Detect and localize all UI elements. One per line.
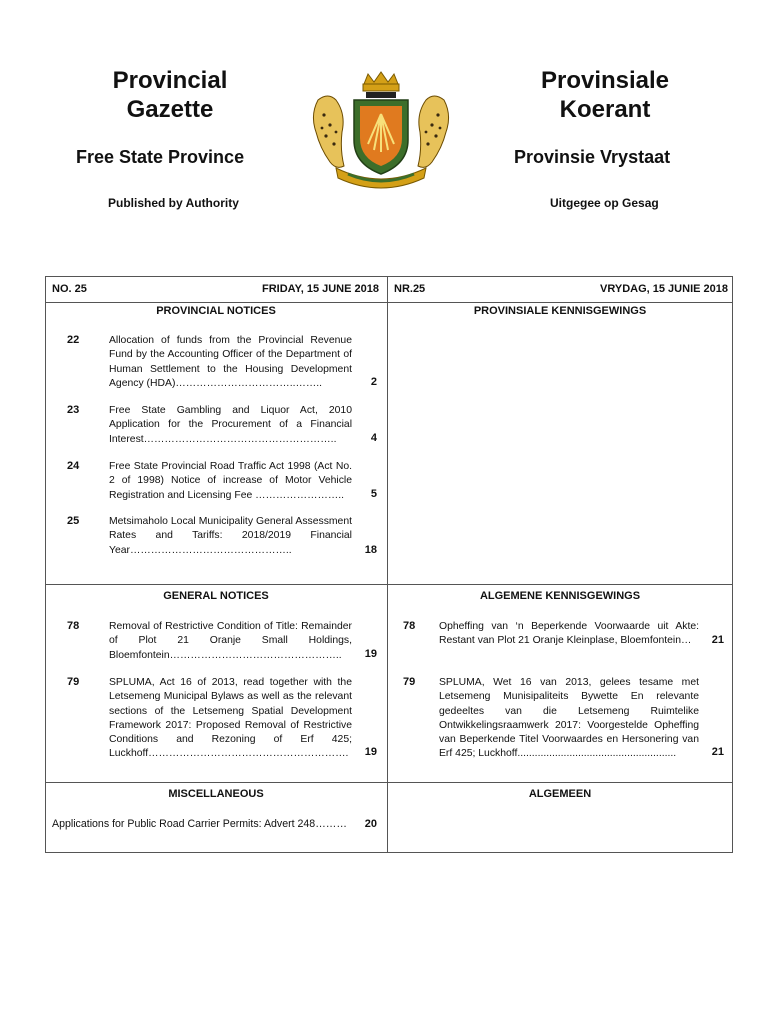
notice-page: 2 <box>370 376 377 388</box>
table-right-border <box>732 276 733 853</box>
gazette-title-english <box>90 66 250 124</box>
notice-page: 5 <box>370 488 377 500</box>
notice-description: Free State Gambling and Liquor Act, 2010 Application for the Procurement of a Financial Interest……………………………………………….. <box>109 405 352 445</box>
title-af-line2: Koerant <box>559 96 651 123</box>
coat-of-arms-icon <box>296 70 466 200</box>
notice-number: 79 <box>67 676 80 688</box>
notice-number: 22 <box>67 334 80 346</box>
provinsiale-kennisgewings-heading: PROVINSIALE KENNISGEWINGS <box>473 305 647 317</box>
kennisgewing-number: 79 <box>403 676 416 688</box>
notice-number: 78 <box>67 620 80 632</box>
notice-page: 18 <box>364 544 377 556</box>
province-name-afrikaans: Provinsie Vrystaat <box>514 147 671 167</box>
table-top-border <box>45 276 733 277</box>
title-en-line1: Provincial <box>112 67 228 94</box>
kennisgewing-description: Opheffing van ‘n Beperkende Voorwaarde uit Akte: Restant van Plot 21 Oranje Kleinplase, Bloemfontein… <box>439 621 699 647</box>
header-row-divider <box>45 302 733 303</box>
issue-date-afrikaans: VRYDAG, 15 JUNIE 2018 <box>600 283 728 295</box>
published-by-authority: Published by Authority <box>108 196 239 210</box>
notice-description: SPLUMA, Act 16 of 2013, read together with the Letsemeng Municipal Bylaws as well as the relevant sections of the Letsemeng Spatial Development Framework 2017: Proposed Removal of Restrictive Conditions and Rezoning of Erf 425; Luckhoff…………………………………………………. <box>109 677 352 760</box>
kennisgewing-description: SPLUMA, Wet 16 van 2013, gelees tesame met Letsemeng Munisipaliteits Bywette En relevante gedeeltes van die Letsemeng Ruimtelike Ontwikkelingsraamwerk 2017: Voorgestelde Opheffing van Beperkende Titel Voorwaardes en Hersonering van Erf 425; Luckhoff....................................................... <box>439 677 699 760</box>
notice-description: Removal of Restrictive Condition of Title: Remainder of Plot 21 Oranje Small Holdings, Bloemfontein………………………………………….. <box>109 621 352 661</box>
notice-number: 23 <box>67 404 80 416</box>
misc-item-text: Applications for Public Road Carrier Permits: Advert 248……… <box>52 818 347 830</box>
kennisgewing-page: 21 <box>711 634 724 646</box>
misc-item-page: 20 <box>364 818 377 830</box>
notice-page: 19 <box>364 648 377 660</box>
column-divider <box>387 276 388 853</box>
notice-page: 4 <box>370 432 377 444</box>
notice-number: 25 <box>67 515 80 527</box>
provincial-notices-heading: PROVINCIAL NOTICES <box>156 305 276 317</box>
title-af-line1: Provinsiale <box>540 67 670 94</box>
kennisgewing-number: 78 <box>403 620 416 632</box>
section-divider-general <box>45 584 733 585</box>
algemeen-heading: ALGEMEEN <box>528 788 592 800</box>
province-name-english: Free State Province <box>76 147 245 167</box>
notice-number: 24 <box>67 460 80 472</box>
miscellaneous-heading: MISCELLANEOUS <box>168 788 264 800</box>
uitgegee-op-gesag: Uitgegee op Gesag <box>550 196 659 210</box>
algemene-kennisgewings-heading: ALGEMENE KENNISGEWINGS <box>479 590 641 602</box>
issue-date-english: FRIDAY, 15 JUNE 2018 <box>262 283 379 295</box>
table-bottom-border <box>45 852 733 853</box>
notice-description: Metsimaholo Local Municipality General Assessment Rates and Tariffs: 2018/2019 Financial Year……………………………………….. <box>109 516 352 556</box>
section-divider-misc <box>45 782 733 783</box>
issue-number-english: NO. 25 <box>52 283 87 295</box>
issue-number-afrikaans: NR.25 <box>394 283 426 295</box>
gazette-title-afrikaans <box>520 66 690 124</box>
general-notices-heading: GENERAL NOTICES <box>163 590 269 602</box>
table-left-border <box>45 276 46 853</box>
kennisgewing-page: 21 <box>711 746 724 758</box>
notice-page: 19 <box>364 746 377 758</box>
notice-description: Allocation of funds from the Provincial Revenue Fund by the Accounting Officer of the Department of Human Settlement to the Housing Development Agency (HDA)……………………………..…….. <box>109 335 352 389</box>
notice-description: Free State Provincial Road Traffic Act 1998 (Act No. 2 of 1998) Notice of increase of Motor Vehicle Registration and Licensing Fee …………………….. <box>109 461 352 501</box>
title-en-line2: Gazette <box>126 96 214 123</box>
